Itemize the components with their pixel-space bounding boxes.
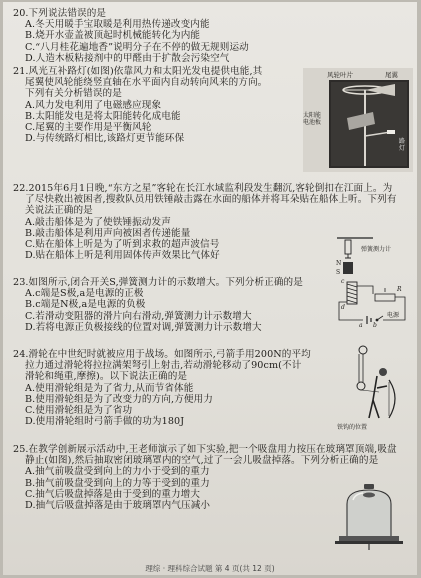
label-power-source: 电源 — [387, 312, 400, 319]
question-stem-line: 24.滑轮在中世纪时就被应用于战场。如图所示,弓箭手用200N的平均 — [13, 349, 311, 360]
question-stem-line: 滑轮和绳重,摩擦)。以下说法正确的是 — [25, 371, 188, 383]
wind-solar-lamp-figure — [303, 68, 413, 172]
electromagnet-circuit-figure — [333, 234, 413, 330]
label-spring-balance: 弹簧测力计 — [361, 246, 392, 253]
bell-jar-figure — [331, 478, 407, 552]
option-a: A.风力发电利用了电磁感应现象 — [25, 99, 162, 111]
option-a: A.冬天用暖手宝取暖是利用热传递改变内能 — [25, 19, 210, 31]
archer-drawing — [333, 342, 413, 432]
option-b: B.抽气前吸盘受到向上的力等于受到的重力 — [25, 477, 210, 489]
label-tail-fin: 尾翼 — [385, 71, 398, 79]
question-stem-line: 25.在教学创新展示活动中,王老师演示了如下实验,把一个吸盘用力按压在玻璃罩顶端,吸盘 — [13, 444, 397, 455]
label-n-pole: N — [336, 260, 342, 267]
label-d-end: d — [341, 304, 345, 311]
option-b: B.敲击船体是利用声向被困者传递能量 — [25, 227, 191, 239]
option-b: B.太阳能发电是将太阳能转化成电能 — [25, 110, 181, 122]
label-street-lamp: 路灯 — [399, 138, 406, 152]
option-d: D.贴在船体上听是利用固体传声效果比气体好 — [25, 250, 220, 262]
question-stem-line: 23.如图所示,闭合开关S,弹簧测力计的示数增大。下列分析正确的是 — [13, 277, 303, 288]
question-stem-line: 20.下列说法错误的是 — [13, 8, 107, 19]
question-stem-line: 拉力通过滑轮将拉拉满架弩引上射击,若动滑轮移动了90cm(不计 — [25, 360, 302, 372]
question-stem-line: 尾翼使风轮能绕竖直轴在水平面内自动转向风来的方向。 — [25, 77, 268, 89]
page-footer: 理综 · 理科综合试题 第 4 页(共 12 页) — [145, 564, 275, 573]
option-d: D.与传统路灯相比,该路灯更节能环保 — [25, 133, 185, 145]
option-a: A.敲击船体是为了使铁锤振动发声 — [25, 216, 171, 228]
option-b: B.烧开水壶盖被顶起时机械能转化为内能 — [25, 30, 201, 42]
question-20 — [13, 8, 411, 64]
question-stem-line: 了尽快救出被困者,搜救队员用铁锤敲击露在水面的船体并将耳朵贴在船体上听。下列有 — [25, 194, 397, 206]
option-c: C.尾翼的主要作用是平衡风轮 — [25, 122, 152, 134]
option-a: A.使用滑轮组是为了省力,从而节省体能 — [25, 382, 194, 394]
option-a: A.抽气前吸盘受到向上的力小于受到的重力 — [25, 466, 210, 478]
question-stem-line: 下列有关分析错误的是 — [25, 88, 122, 100]
question-stem-line: 关说法正确的是 — [25, 205, 93, 217]
option-c: C.使用滑轮组是为了省功 — [25, 405, 133, 417]
option-d: D.若将电源正负极接线的位置对调,弹簧测力计示数增大 — [25, 321, 262, 333]
label-b-terminal: b — [373, 322, 377, 329]
label-c-end: c — [341, 278, 345, 285]
label-a-terminal: a — [359, 322, 363, 329]
question-stem-line: 22.2015年6月1日晚,“东方之星”客轮在长江水域监利段发生翻沉,客轮倒扣在江面上。为 — [13, 183, 393, 194]
label-hook-position: 铁钩的位置 — [337, 424, 368, 431]
exam-page — [3, 2, 417, 575]
option-d: D.人造木板粘接剂中的甲醛由于扩散会污染空气 — [25, 52, 230, 64]
option-c: C.“八月桂花遍地香”说明分子在不停的做无规则运动 — [25, 41, 249, 53]
bell-jar-drawing — [331, 478, 407, 552]
label-wind-blade: 风轮叶片 — [327, 71, 353, 79]
label-s-pole: S — [336, 269, 341, 276]
archer-pulley-figure — [333, 342, 413, 432]
label-rheostat: R — [397, 286, 402, 293]
option-b: B.使用滑轮组是为了改变力的方向,方便用力 — [25, 393, 213, 405]
question-stem-line: 21.风光互补路灯(如图)依靠风力和太阳光发电提供电能,其 — [13, 66, 263, 77]
option-d: D.使用滑轮组时弓箭手做的功为180J — [25, 416, 185, 428]
option-c: C.抽气后吸盘掉落是由于受到的重力增大 — [25, 488, 201, 500]
option-d: D.抽气后吸盘掉落是由于玻璃罩内气压减小 — [25, 500, 211, 512]
option-c: C.若滑动变阻器的滑片向右滑动,弹簧测力计示数增大 — [25, 310, 252, 322]
question-stem-line: 静止(如图),然后抽取密闭玻璃罩内的空气,过了一会儿吸盘掉落。下列分析正确的是 — [25, 455, 379, 467]
option-a: A.c端是S极,a是电源的正极 — [25, 288, 144, 300]
option-c: C.贴在船体上听是为了听到求救的超声波信号 — [25, 239, 220, 251]
option-b: B.c端是N极,a是电源的负极 — [25, 299, 146, 311]
label-solar-panel: 太阳能电池板 — [303, 112, 322, 126]
